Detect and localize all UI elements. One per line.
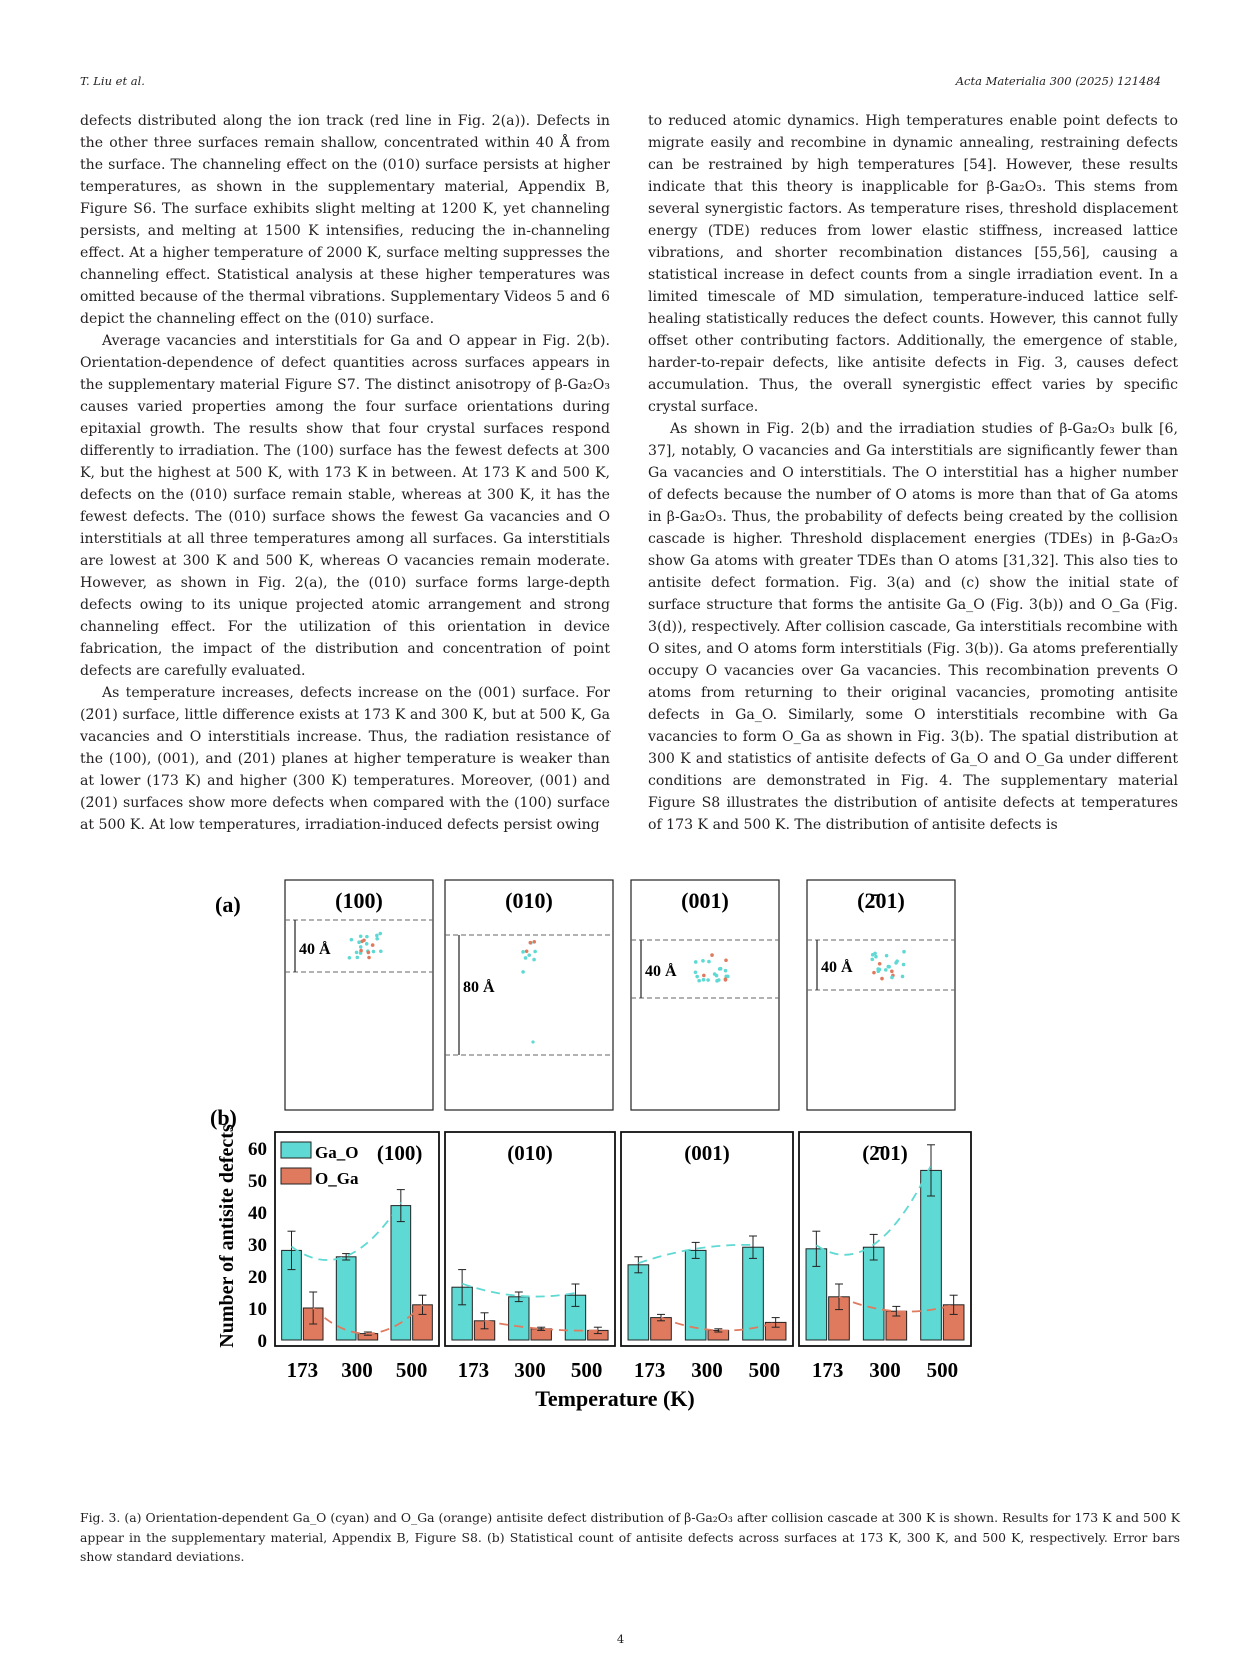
legend-label-o-ga: O_Ga: [315, 1169, 359, 1188]
y-tick-label: 0: [257, 1331, 267, 1352]
y-tick-label: 30: [248, 1235, 267, 1256]
paragraph: to reduced atomic dynamics. High temperatures enable point defects to migrate easily and recombine in dynamic annealing, restraining defects can be restrained by high temperatures [54]. However, these results indicate that this theory is inapplicable for β-Ga₂O₃. This stems from several synergistic factors. As temperature rises, threshold displacement energy (TDE) reduces from lower elastic stiffness, increased lattice vibrations, and shorter recombination distances [55,56], causing a statistical increase in defect counts from a single irradiation event. In a limited timescale of MD simulation, temperature-induced lattice self-healing statistically reduces the defect counts. However, this cannot fully offset other contributing factors. Additionally, the emergence of stable, harder-to-repair defects, like antisite defects in Fig. 3, causes defect accumulation. Thus, the overall synergistic effect varies by specific crystal surface.: [648, 113, 1178, 415]
snapshot-frame: [807, 880, 955, 1110]
defect-atom: [884, 968, 888, 972]
paragraph: Average vacancies and interstitials for Ga and O appear in Fig. 2(b). Orientation-dependence of defect quantities across surfaces appears in the supplementary material Figure S7. The distinct anisotropy of β-Ga₂O₃ causes varied properties among the four surface orientations during epitaxial growth. The results show that four crystal surfaces respond differently to irradiation. The (100) surface has the fewest defects at 300 K, but the highest at 500 K, with 173 K in between. At 173 K and 500 K, defects on the (010) surface remain stable, whereas at 300 K, it has the fewest defects. The (010) surface shows the fewest Ga vacancies and O interstitials at all three temperatures among all surfaces. Ga interstitials are lowest at 300 K and 500 K, whereas O vacancies remain moderate. However, as shown in Fig. 2(a), the (010) surface forms large-depth defects owing to its unique projected atomic arrangement and strong channeling effect. For the utilization of this orientation in device fabrication, the impact of the distribution and concentration of point defects are carefully evaluated.: [80, 333, 610, 679]
trend-ga-o: [291, 1202, 400, 1260]
defect-atom: [873, 952, 877, 956]
bar-ga-o: [509, 1297, 529, 1340]
defect-atom: [359, 945, 363, 949]
defect-atom: [885, 954, 889, 958]
defect-atom: [524, 956, 528, 960]
bar-ga-o: [391, 1206, 411, 1340]
defect-atom: [870, 958, 874, 962]
defect-atom: [527, 953, 531, 957]
left-column: [80, 110, 610, 836]
legend-swatch-o-ga: [281, 1168, 311, 1184]
defect-atom: [359, 949, 363, 953]
defect-atom: [375, 934, 379, 938]
defect-atom: [724, 958, 728, 962]
chart-panel-title: (2̄01): [862, 1141, 908, 1165]
panel-b-label: (b): [210, 1105, 237, 1130]
defect-atom: [521, 950, 525, 954]
defect-atom: [532, 958, 536, 962]
defect-atom: [702, 974, 706, 978]
defect-atom: [371, 943, 375, 947]
defect-atom: [726, 975, 730, 979]
chart-panel-title: (001): [684, 1141, 730, 1165]
defect-atom: [702, 978, 706, 982]
chart-panel-title: (100): [376, 1141, 423, 1165]
figure-caption: [80, 1508, 1180, 1567]
x-axis-label: Temperature (K): [535, 1386, 695, 1411]
chart-panel-title: (010): [507, 1141, 553, 1165]
snapshot-title: (010): [505, 888, 553, 913]
defect-atom: [724, 969, 728, 973]
x-tick-label: 300: [691, 1358, 723, 1382]
defect-atom: [706, 978, 710, 982]
defect-atom: [348, 956, 352, 960]
defect-atom: [901, 975, 905, 979]
defect-atom: [890, 969, 894, 973]
defect-atom: [533, 950, 537, 954]
bar-ga-o: [685, 1250, 706, 1340]
chart-legend: [281, 1142, 359, 1188]
x-tick-label: 173: [457, 1358, 490, 1382]
defect-atom: [379, 932, 383, 936]
x-tick-label: 500: [395, 1358, 428, 1382]
bar-ga-o: [743, 1247, 764, 1340]
defect-atom: [902, 963, 906, 967]
defect-atom: [724, 977, 728, 981]
defect-atom: [365, 942, 369, 946]
defect-atom: [357, 940, 361, 944]
defect-atom: [718, 967, 722, 971]
y-tick-label: 40: [248, 1203, 267, 1224]
paragraph: defects distributed along the ion track (red line in Fig. 2(a)). Defects in the other three surfaces remain shallow, concentrated within 40 Å from the surface. The channeling effect on the (010) surface persists at higher temperatures, as shown in the supplementary material, Appendix B, Figure S6. The surface exhibits slight melting at 1200 K, yet channeling persists, and melting at 1500 K intensifies, reducing the in-channeling effect. At a higher temperature of 2000 K, surface melting suppresses the channeling effect. Statistical analysis at these higher temperatures was omitted because of the thermal vibrations. Supplementary Videos 5 and 6 depict the channeling effect on the (010) surface.: [80, 113, 610, 327]
defect-atom: [694, 970, 698, 974]
snapshot-1: [285, 880, 433, 1110]
y-tick-label: 50: [248, 1171, 267, 1192]
paragraph: As temperature increases, defects increase on the (001) surface. For (2̄01) surface, little difference exists at 173 K and 300 K, but at 500 K, Ga vacancies and O interstitials increase. Thus, the radiation resistance of the (100), (001), and (2̄01) planes at higher temperature is weaker than at lower (173 K) and higher (300 K) temperatures. Moreover, (001) and (2̄01) surfaces show more defects when compared with the (100) surface at 500 K. At low temperatures, irradiation-induced defects persist owing: [80, 685, 610, 833]
defect-atom: [695, 975, 699, 979]
paragraph: As shown in Fig. 2(b) and the irradiation studies of β-Ga₂O₃ bulk [6, 37], notably, O vacancies and Ga interstitials are significantly fewer than Ga vacancies and O interstitials. The O interstitial has a higher number of defects because the number of O atoms is more than that of Ga atoms in β-Ga₂O₃. Thus, the probability of defects being created by the collision cascade is higher. Threshold displacement energies (TDEs) in β-Ga₂O₃ show Ga atoms with greater TDEs than O atoms [31,32]. This also ties to antisite defect formation. Fig. 3(a) and (c) show the initial state of surface structure that forms the antisite Ga_O (Fig. 3(b)) and O_Ga (Fig. 3(d)), respectively. After collision cascade, Ga interstitials recombine with O sites, and O atoms form interstitials (Fig. 3(b)). Ga atoms preferentially occupy O vacancies over Ga vacancies. This recombination prevents O atoms from returning to their original vacancies, promoting antisite defects in Ga_O. Similarly, some O interstitials recombine with Ga vacancies to form O_Ga as shown in Fig. 3(b). The spatial distribution at 300 K and statistics of antisite defects of Ga_O and O_Ga under different conditions are demonstrated in Fig. 4. The supplementary material Figure S8 illustrates the distribution of antisite defects at temperatures of 173 K and 500 K. The distribution of antisite defects is: [648, 421, 1178, 833]
snapshot-4: [807, 880, 955, 1110]
defect-atom: [531, 1040, 534, 1043]
defect-atom: [902, 950, 906, 954]
defect-atom: [375, 937, 379, 941]
legend-swatch-ga-o: [281, 1142, 311, 1158]
x-tick-label: 173: [286, 1358, 319, 1382]
snapshot-frame: [285, 880, 433, 1110]
y-tick-label: 20: [248, 1267, 267, 1288]
snapshot-title: (2̄01): [857, 888, 905, 913]
y-axis-label: Number of antisite defects: [216, 1124, 238, 1348]
defect-atom: [367, 951, 371, 955]
snapshot-2: [445, 880, 613, 1110]
defect-atom: [717, 978, 721, 982]
defect-atom: [355, 951, 359, 955]
panel-b: [216, 1124, 971, 1411]
chart-panel-1: [275, 1132, 439, 1346]
defect-atom: [878, 962, 882, 966]
page-number: 4: [616, 1632, 625, 1646]
depth-label: 40 Å: [821, 959, 853, 976]
defect-atom: [715, 974, 719, 978]
defect-atom: [529, 941, 533, 945]
defect-atom: [710, 953, 714, 957]
x-tick-label: 300: [869, 1358, 901, 1382]
bar-ga-o: [863, 1247, 884, 1340]
x-tick-label: 500: [570, 1358, 603, 1382]
panel-a: [285, 880, 955, 1110]
caption-text: Fig. 3. (a) Orientation-dependent Ga_O (cyan) and O_Ga (orange) antisite defect distribution of β-Ga₂O₃ after collision cascade at 300 K is shown. Results for 173 K and 500 K appear in the supplementary material, Appendix B, Figure S8. (b) Statistical count of antisite defects across surfaces at 173 K, 300 K, and 500 K, respectively. Error bars show standard deviations.: [80, 1510, 1180, 1564]
defect-atom: [356, 956, 360, 960]
defect-atom: [362, 938, 366, 942]
defect-atom: [707, 960, 711, 964]
snapshot-frame: [631, 880, 779, 1110]
x-tick-label: 173: [811, 1358, 844, 1382]
defect-atom: [697, 979, 701, 983]
snapshot-3: [631, 880, 779, 1110]
legend-label-ga-o: Ga_O: [315, 1143, 359, 1162]
x-tick-label: 300: [514, 1358, 546, 1382]
chart-panel-3: [621, 1132, 793, 1346]
depth-label: 80 Å: [463, 979, 495, 996]
defect-atom: [880, 977, 884, 981]
defect-atom: [895, 959, 899, 963]
defect-atom: [359, 934, 363, 938]
defect-atom: [890, 976, 894, 980]
defect-atom: [874, 955, 878, 959]
running-header-journal: Acta Materialia 300 (2025) 121484: [955, 74, 1161, 88]
snapshot-title: (001): [681, 888, 729, 913]
x-tick-label: 173: [633, 1358, 666, 1382]
x-tick-label: 300: [341, 1358, 373, 1382]
y-tick-label: 10: [248, 1299, 267, 1320]
defect-atom: [365, 935, 369, 939]
defect-atom: [694, 960, 698, 964]
defect-atom: [521, 970, 525, 974]
x-tick-label: 500: [926, 1358, 959, 1382]
depth-label: 40 Å: [299, 941, 331, 958]
defect-atom: [379, 949, 383, 953]
defect-atom: [887, 965, 891, 969]
figure-svg: [210, 880, 1175, 1488]
y-tick-label: 60: [248, 1139, 267, 1160]
defect-atom: [525, 950, 529, 954]
defect-atom: [532, 940, 536, 944]
defect-atom: [701, 959, 705, 963]
chart-panel-2: [445, 1132, 615, 1346]
x-tick-label: 500: [748, 1358, 781, 1382]
snapshot-title: (100): [335, 888, 383, 913]
chart-panel-4: [799, 1132, 971, 1346]
figure-3: [210, 880, 1175, 1488]
depth-label: 40 Å: [645, 963, 677, 980]
defect-atom: [350, 938, 354, 942]
defect-atom: [872, 971, 876, 975]
running-header-authors: T. Liu et al.: [80, 74, 145, 88]
defect-atom: [372, 950, 376, 954]
right-column: [648, 110, 1178, 836]
defect-atom: [367, 956, 371, 960]
defect-atom: [878, 968, 882, 972]
bar-ga-o: [628, 1265, 649, 1340]
panel-a-label: (a): [215, 892, 241, 917]
